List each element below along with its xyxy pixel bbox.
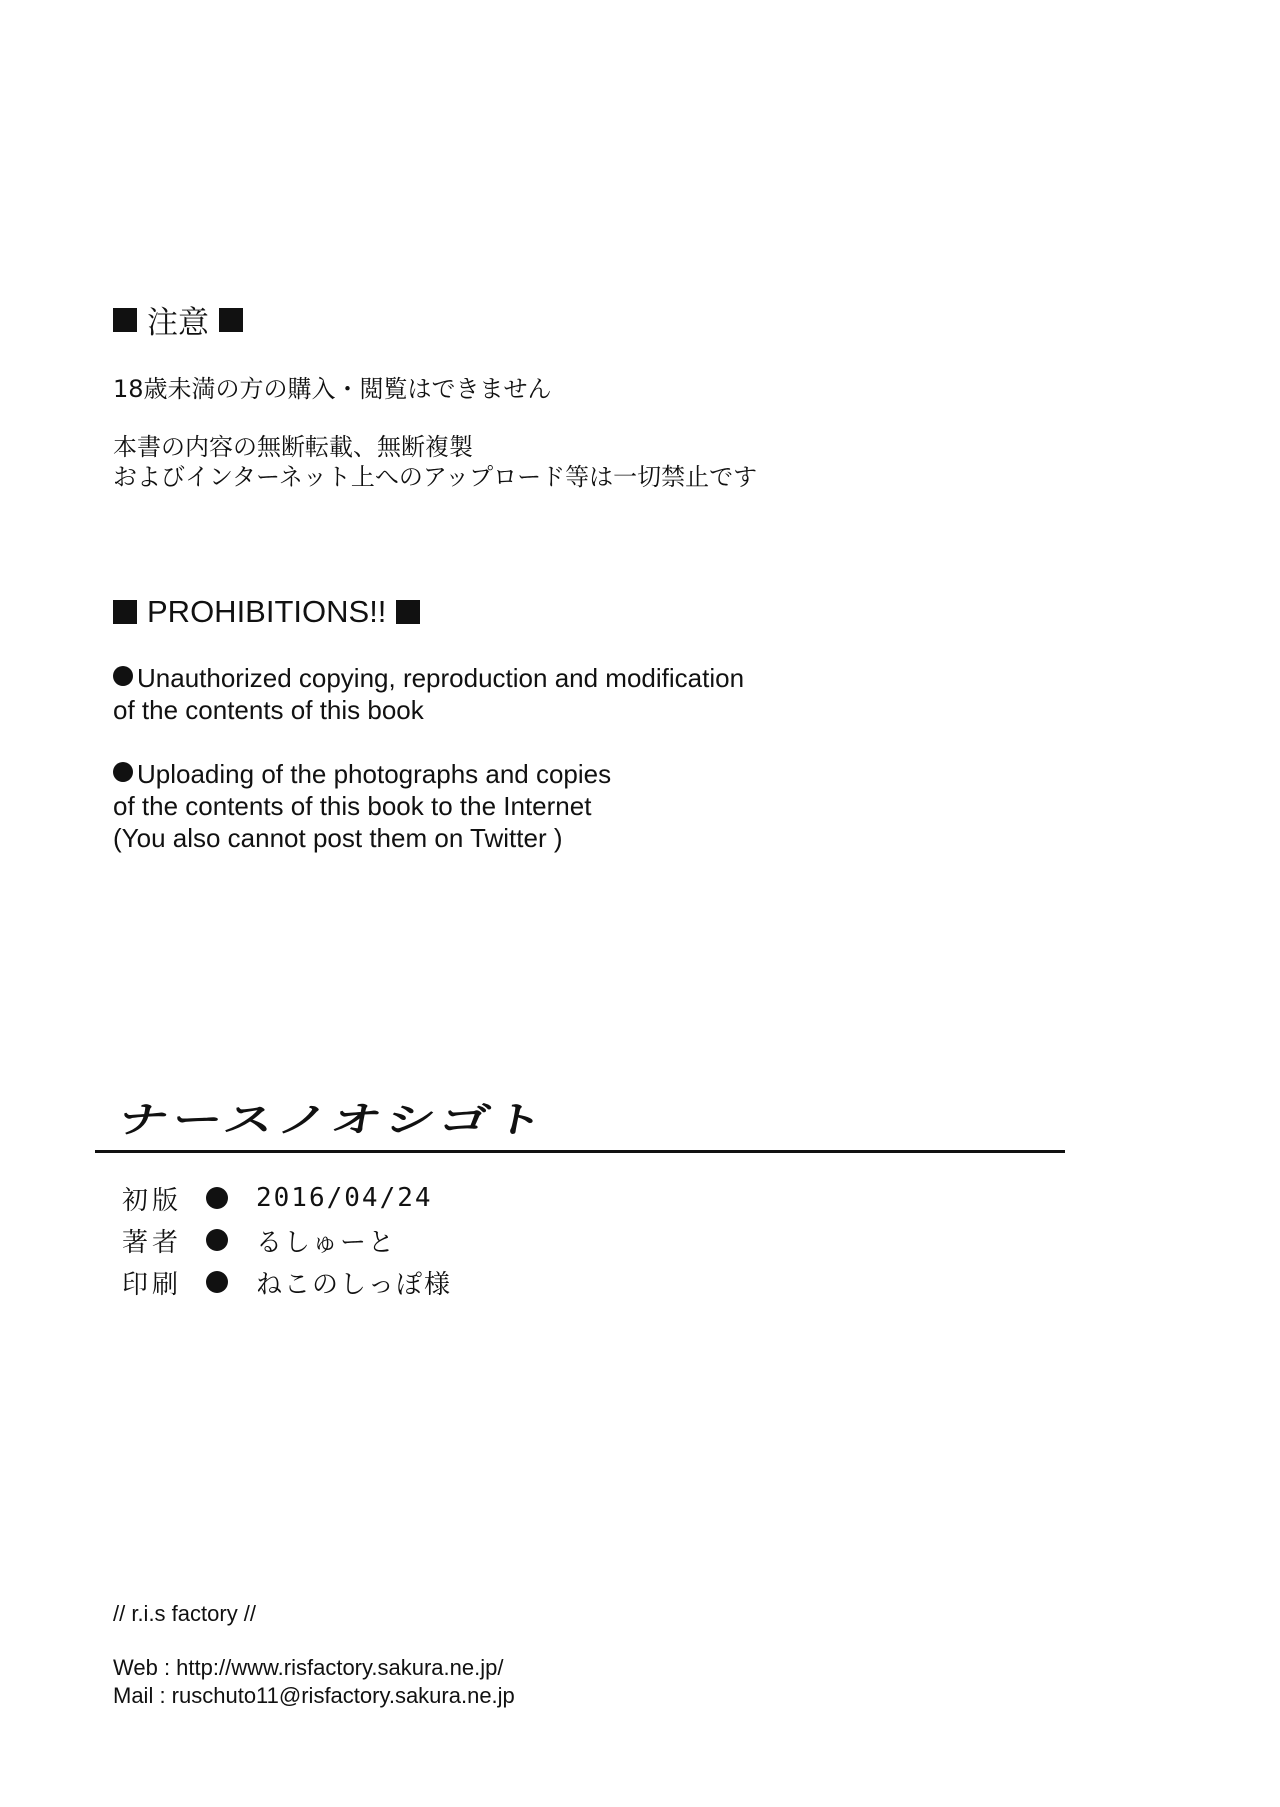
notice-en-heading-text: PROHIBITIONS!!	[147, 594, 387, 629]
square-bullet-icon	[113, 600, 137, 624]
square-bullet-icon	[113, 308, 137, 332]
prohibition-item-1	[113, 662, 744, 694]
square-bullet-icon	[219, 308, 243, 332]
notice-jp-line-copy: 本書の内容の無断転載、無断複製	[113, 433, 473, 461]
colophon-value: ねこのしっぽ様	[256, 1269, 453, 1300]
notice-jp-heading-text: 注意	[147, 305, 209, 341]
colophon-label: 印刷	[122, 1269, 183, 1300]
colophon-label: 初版	[122, 1185, 183, 1216]
prohibition-item-2-line-2: of the contents of this book to the Internet	[113, 791, 592, 821]
prohibition-item-2-line-3: (You also cannot post them on Twitter )	[113, 823, 563, 853]
book-title: ナースノオシゴト	[114, 1099, 552, 1141]
colophon-label: 著者	[122, 1227, 183, 1258]
notice-jp-heading	[113, 297, 243, 342]
circle-bullet-icon	[113, 762, 133, 782]
colophon-row-edition	[122, 1180, 433, 1216]
prohibition-item-1-line-1: Unauthorized copying, reproduction and modification	[137, 663, 745, 693]
square-bullet-icon	[396, 600, 420, 624]
notice-jp-line-age: 18歳未満の方の購入・閲覧はできません	[113, 375, 552, 403]
notice-jp-line-upload: およびインターネット上へのアップロード等は一切禁止です	[113, 463, 758, 491]
colophon-row-author	[122, 1222, 396, 1258]
circle-bullet-icon	[206, 1187, 228, 1209]
notice-en-heading	[113, 594, 420, 630]
circle-bullet-icon	[206, 1271, 228, 1293]
colophon-value: るしゅーと	[256, 1227, 397, 1258]
title-divider	[95, 1150, 1065, 1153]
email-link[interactable]: Mail : ruschuto11@risfactory.sakura.ne.jp	[113, 1683, 515, 1708]
website-link[interactable]: Web : http://www.risfactory.sakura.ne.jp/	[113, 1655, 504, 1680]
circle-bullet-icon	[113, 666, 133, 686]
circle-bullet-icon	[206, 1229, 228, 1251]
colophon-row-printer	[122, 1264, 452, 1300]
circle-name: // r.i.s factory //	[113, 1601, 257, 1626]
prohibition-item-2-line-1: Uploading of the photographs and copies	[137, 759, 612, 789]
prohibition-item-1-line-2: of the contents of this book	[113, 695, 424, 725]
colophon-value: 2016/04/24	[256, 1183, 433, 1213]
prohibition-item-2	[113, 758, 611, 790]
